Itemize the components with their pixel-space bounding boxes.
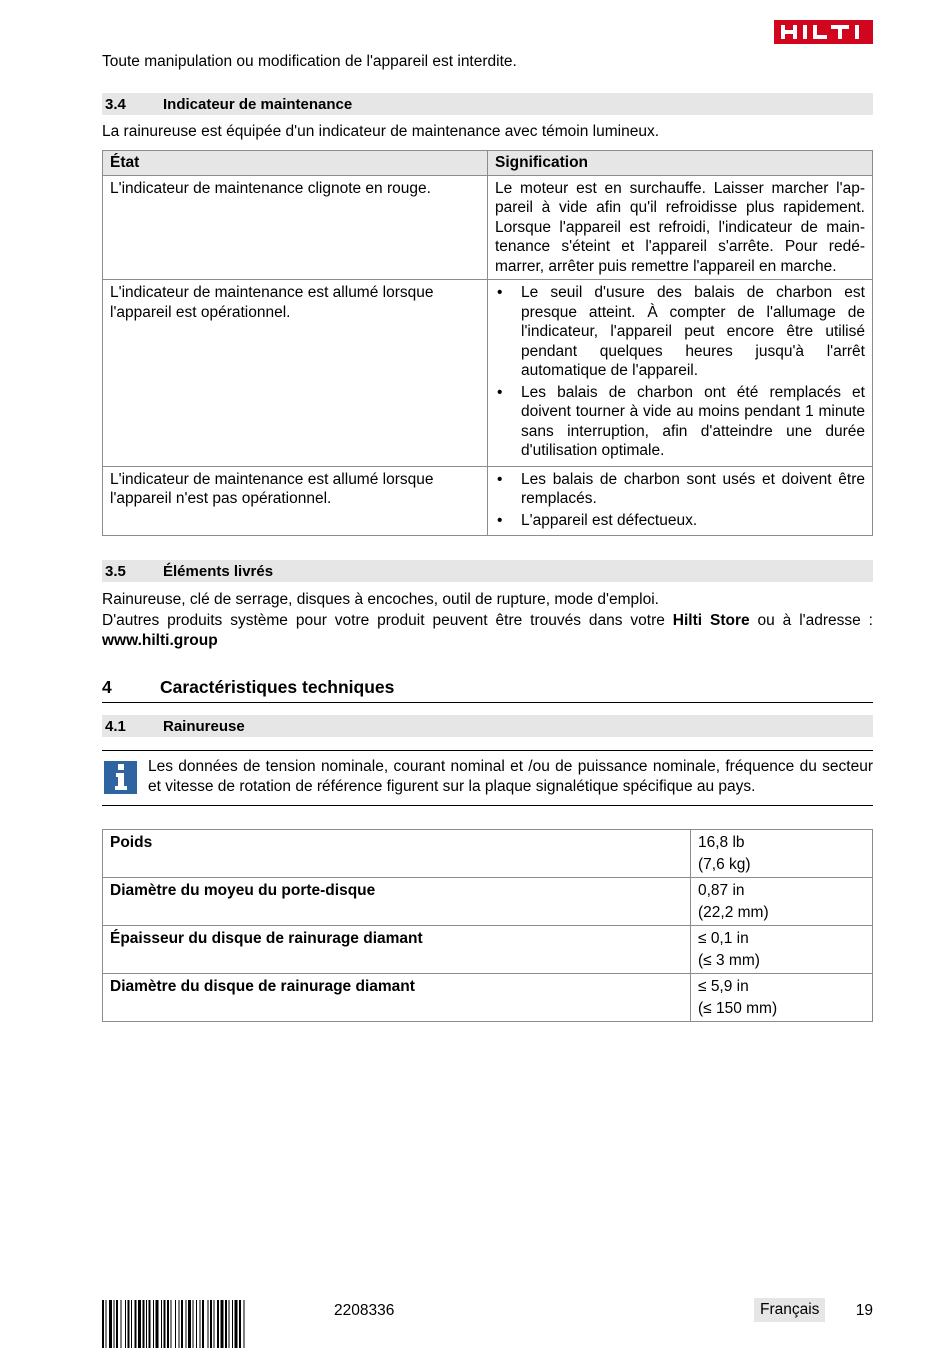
section-4-1-heading <box>102 715 873 737</box>
list-item: • Le seuil d'usure des balais de charbon est presque atteint. À compter de l'allumage de l'indicateur, l'appareil peut encore être utilisé pendant quelques heures jusqu'à l'arrêt automatique de l'appareil. <box>495 283 865 381</box>
meaning-cell <box>488 466 873 536</box>
meaning-list <box>495 283 865 461</box>
chapter-4-heading <box>102 677 873 703</box>
spec-value-imperial: 16,8 lb <box>698 834 745 851</box>
chapter-number: 4 <box>102 677 112 697</box>
section-title: Indicateur de maintenance <box>163 95 353 113</box>
barcode-icon <box>102 1300 324 1348</box>
delivered-items: Rainureuse, clé de serrage, disques à encoches, outil de rupture, mode d'emploi. <box>102 591 659 608</box>
state-cell: L'indicateur de maintenance est allumé lorsque l'appareil est opérationnel. <box>103 280 488 467</box>
intro-line: Toute manipulation ou modification de l'appareil est interdite. <box>102 53 517 70</box>
info-note <box>102 750 873 806</box>
spec-value <box>691 878 873 926</box>
list-item: • Les balais de charbon sont usés et doivent être remplacés. <box>495 470 865 509</box>
page-footer <box>102 1300 873 1348</box>
section-number: 4.1 <box>105 717 126 735</box>
spec-value <box>691 974 873 1022</box>
section-number: 3.5 <box>105 562 126 580</box>
spec-value-metric: (7,6 kg) <box>698 855 751 873</box>
info-icon <box>104 761 137 794</box>
spec-value <box>691 926 873 974</box>
table-row <box>103 830 873 878</box>
specifications-table <box>102 829 873 1022</box>
table-row <box>103 926 873 974</box>
table-row <box>103 280 873 467</box>
table-row <box>103 974 873 1022</box>
table-header-row <box>103 151 873 176</box>
state-cell: L'indicateur de maintenance clignote en rouge. <box>103 175 488 280</box>
spec-value <box>691 830 873 878</box>
spec-label: Diamètre du disque de rainurage diamant <box>103 974 691 1022</box>
spec-value-imperial: ≤ 5,9 in <box>698 978 749 995</box>
section-3-4-intro: La rainureuse est équipée d'un indicateur de maintenance avec témoin lumineux. <box>102 123 660 140</box>
spec-label: Diamètre du moyeu du porte-disque <box>103 878 691 926</box>
spec-label: Poids <box>103 830 691 878</box>
meaning-cell: Le moteur est en surchauffe. Laisser marcher l'appareil à vide afin qu'il refroidisse plus rapidement. Lorsque l'appareil est refroidi, l'indicateur de maintenance s'éteint et l'appareil s'arrête. Pour redémarrer, arrêter puis remettre l'appareil en marche. <box>488 175 873 280</box>
maintenance-indicator-table <box>102 150 873 536</box>
spec-value-metric: (≤ 3 mm) <box>698 951 760 969</box>
hilti-url-link[interactable]: www.hilti.group <box>102 632 218 649</box>
table-header-cell: Signification <box>488 151 873 176</box>
section-title: Éléments livrés <box>163 562 274 580</box>
hilti-store-label: Hilti Store <box>672 612 750 629</box>
spec-label: Épaisseur du disque de rainurage diamant <box>103 926 691 974</box>
list-item: • L'appareil est défectueux. <box>495 511 865 531</box>
table-row <box>103 466 873 536</box>
text-span: D'autres produits système pour votre produit peuvent être trouvés dans votre <box>102 612 673 629</box>
table-row <box>103 878 873 926</box>
hilti-wordmark <box>781 25 867 39</box>
table-header-cell: État <box>103 151 488 176</box>
language-label: Français <box>754 1298 825 1322</box>
text-span: ou à l'adresse : <box>749 612 873 629</box>
section-number: 3.4 <box>105 95 126 113</box>
more-products-text <box>102 611 873 651</box>
note-text: Les données de tension nominale, courant nominal et /ou de puissance nominale, fréquence du secteur et vitesse de rotation de référence figurent sur la plaque signalétique spécifique au pays. <box>148 758 873 795</box>
spec-value-imperial: ≤ 0,1 in <box>698 930 749 947</box>
meaning-cell <box>488 280 873 467</box>
spec-value-metric: (22,2 mm) <box>698 903 769 921</box>
document-page <box>102 50 873 1022</box>
list-item: • Les balais de charbon ont été remplacés et doivent tourner à vide au moins pendant 1 minute sans interruption, afin d'atteindre une durée d'utilisation optimale. <box>495 383 865 461</box>
document-number: 2208336 <box>334 1302 395 1319</box>
page-number: 19 <box>855 1302 873 1319</box>
section-3-4-heading <box>102 93 873 115</box>
section-title: Rainureuse <box>163 717 245 735</box>
spec-value-metric: (≤ 150 mm) <box>698 999 778 1017</box>
hilti-logo <box>774 20 873 44</box>
table-row <box>103 175 873 280</box>
chapter-title: Caractéristiques techniques <box>160 677 395 697</box>
section-3-5-heading <box>102 560 873 582</box>
info-glyph <box>114 764 128 790</box>
state-cell: L'indicateur de maintenance est allumé lorsque l'appareil n'est pas opérationnel. <box>103 466 488 536</box>
meaning-list <box>495 470 865 531</box>
spec-value-imperial: 0,87 in <box>698 882 745 899</box>
